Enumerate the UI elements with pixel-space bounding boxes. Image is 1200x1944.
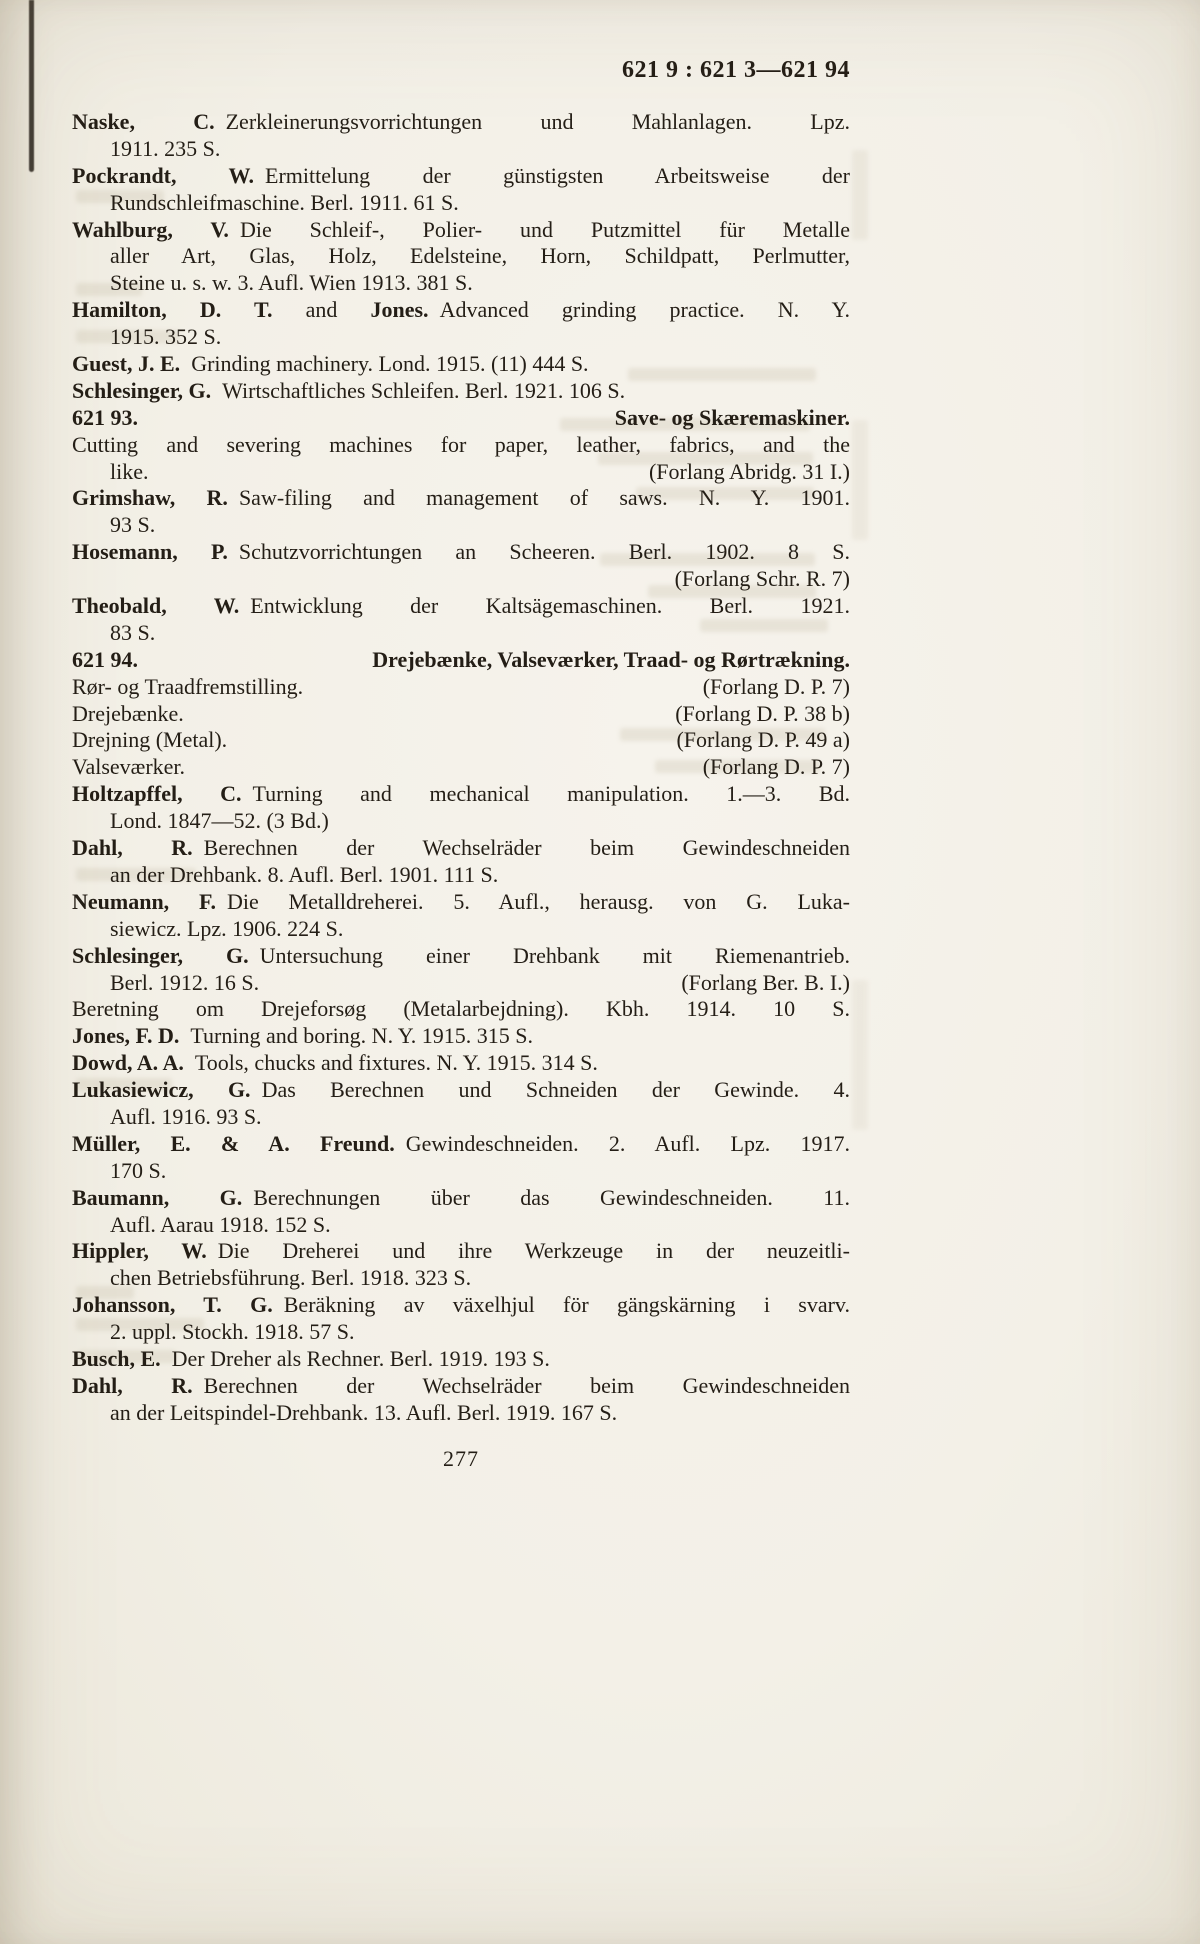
entry-line: [72, 1104, 850, 1131]
entry-line: [72, 808, 850, 835]
entry-line-left: [72, 1050, 598, 1075]
entry-line-left: [110, 1265, 471, 1290]
entry-line: [72, 727, 850, 754]
entry-line-left: [110, 459, 149, 486]
entry-lead: Baumann, G.: [72, 1184, 243, 1210]
entry-lead: Jones, F. D.: [72, 1023, 180, 1049]
section-title: Save- og Skæremaskiner.: [614, 404, 850, 430]
entry-line: [72, 378, 850, 405]
entry-lead: Theobald, W.: [72, 593, 240, 619]
entry-lead: Pockrandt, W.: [72, 162, 255, 188]
entry-text: 2. uppl. Stockh. 1918. 57 S.: [110, 1319, 355, 1345]
entry-line: [72, 620, 850, 647]
entry-line: [72, 889, 850, 916]
entry-line-left: [72, 432, 850, 457]
entry-line-left: [72, 593, 850, 618]
entry-line: [72, 270, 850, 297]
entry-line-left: [72, 485, 850, 510]
entry-line: [72, 243, 850, 270]
entry-line-left: [110, 270, 473, 295]
entry-lead: Grimshaw, R.: [72, 485, 228, 511]
forlang-reference: (Forlang Abridg. 31 I.): [648, 458, 850, 484]
entry-text: 1911. 235 S.: [110, 135, 221, 161]
entry-text: Gewindeschneiden. 2. Aufl. Lpz. 1917.: [394, 1130, 851, 1156]
entry-lead: Hosemann, P.: [72, 539, 228, 565]
entry-line-left: [72, 781, 850, 806]
forlang-reference: (Forlang D. P. 7): [702, 673, 850, 699]
entry-text: Untersuchung einer Drehbank mit Riemenantrieb.: [248, 942, 850, 968]
entry-line: [72, 943, 850, 970]
entry-line-left: [110, 324, 221, 349]
entry-text: 1915. 352 S.: [110, 324, 222, 350]
entry-line-left: [110, 1104, 262, 1129]
entry-line: [72, 190, 850, 217]
entry-line-left: [72, 1238, 850, 1263]
entry-line: [72, 835, 850, 862]
page-number: 277: [443, 1446, 479, 1471]
entry-line: [72, 1346, 850, 1373]
entry-line: [72, 970, 850, 997]
entry-line: [72, 163, 850, 190]
entry-text: Berl. 1912. 16 S.: [110, 969, 260, 995]
entry-line: [72, 1292, 850, 1319]
entry-line-left: [72, 1077, 850, 1102]
entry-text: Schutzvorrichtungen an Scheeren. Berl. 1902. 8 S.: [227, 539, 851, 565]
scan-edge-artifact: [29, 0, 34, 172]
entry-line: [72, 136, 850, 163]
entry-line-left: [72, 539, 850, 564]
entry-line-left: [72, 1346, 550, 1371]
entry-lead: Schlesinger, G.: [72, 377, 212, 403]
entry-line: [72, 1212, 850, 1239]
entry-text: chen Betriebsführung. Berl. 1918. 323 S.: [110, 1265, 472, 1291]
entry-text: 93 S.: [110, 512, 156, 538]
bleedthrough-mark: [852, 980, 868, 1130]
entry-line-left: [72, 943, 850, 968]
entry-line-left: [110, 808, 329, 833]
entry-line: [72, 405, 850, 432]
entry-line: [72, 485, 850, 512]
entry-line: [72, 297, 850, 324]
entry-text: Die Metalldreherei. 5. Aufl., herausg. von G. Luka-: [215, 888, 851, 914]
entry-line: [72, 1158, 850, 1185]
entry-text: Drejning (Metal).: [72, 727, 228, 753]
entry-line-left: [110, 862, 498, 887]
entry-lead: 621 94.: [72, 646, 138, 672]
entry-line-left: [72, 996, 850, 1021]
entry-text: Berechnen der Wechselräder beim Gewindeschneiden: [192, 835, 851, 861]
entry-line: [72, 916, 850, 943]
entry-line: [72, 1077, 850, 1104]
entry-line-left: [110, 1158, 166, 1183]
entry-text: 170 S.: [110, 1157, 167, 1183]
entry-line: [72, 109, 850, 136]
section-title: Drejebænke, Valseværker, Traad- og Rørtrækning.: [372, 646, 850, 672]
entry-text: Turning and mechanical manipulation. 1.—3. Bd.: [241, 781, 851, 807]
entry-line-left: [72, 405, 138, 432]
entry-lead: Hippler, W.: [72, 1238, 207, 1264]
entry-line-left: [110, 190, 459, 215]
entry-text: Ermittelung der günstigsten Arbeitsweise der: [254, 162, 850, 188]
entry-line: [72, 566, 850, 593]
entry-line: [72, 674, 850, 701]
entry-text: aller Art, Glas, Holz, Edelsteine, Horn, Schildpatt, Perlmutter,: [110, 243, 850, 269]
entry-lead: Jones.: [370, 297, 429, 323]
entry-line: [72, 1131, 850, 1158]
entry-line: [72, 217, 850, 244]
entry-line: [72, 781, 850, 808]
entry-line-left: [72, 109, 850, 134]
entry-text: Steine u. s. w. 3. Aufl. Wien 1913. 381 S.: [110, 270, 473, 296]
entry-line: [72, 351, 850, 378]
entry-text: Valseværker.: [72, 754, 186, 780]
running-head-classification: 621 9 : 621 3—621 94: [622, 57, 850, 83]
entry-line: [72, 1265, 850, 1292]
entry-lead: Dahl, R.: [72, 835, 193, 861]
entry-text: like.: [110, 458, 149, 484]
forlang-reference: (Forlang D. P. 7): [702, 754, 850, 780]
entry-line: [72, 701, 850, 728]
entry-line-left: [72, 351, 589, 376]
entry-text: Lond. 1847—52. (3 Bd.): [110, 808, 329, 834]
entry-line-left: [110, 620, 155, 645]
entry-line: [72, 996, 850, 1023]
forlang-reference: (Forlang D. P. 49 a): [676, 727, 850, 753]
forlang-reference: (Forlang D. P. 38 b): [675, 700, 850, 726]
entry-lead: Busch, E.: [72, 1345, 161, 1371]
entry-text: Berechnungen über das Gewindeschneiden. 11.: [242, 1184, 850, 1210]
entry-line: [72, 1400, 850, 1427]
entry-text: an der Leitspindel-Drehbank. 13. Aufl. Berl. 1919. 167 S.: [110, 1399, 618, 1425]
entry-line-left: [72, 647, 138, 674]
entry-text: siewicz. Lpz. 1906. 224 S.: [110, 915, 344, 941]
entry-line-left: [110, 1400, 617, 1425]
entry-text: Aufl. Aarau 1918. 152 S.: [110, 1211, 331, 1237]
entry-line-left: [110, 970, 259, 997]
entry-line-left: [72, 1373, 850, 1398]
entry-line: [72, 459, 850, 486]
entry-text: Tools, chucks and fixtures. N. Y. 1915. 314 S.: [183, 1050, 598, 1076]
entry-text: 83 S.: [110, 619, 156, 645]
entry-text: Rundschleifmaschine. Berl. 1911. 61 S.: [110, 189, 459, 215]
entry-text: Entwicklung der Kaltsägemaschinen. Berl. 1921.: [239, 593, 850, 619]
entry-lead: Guest, J. E.: [72, 351, 181, 377]
entry-line-left: [72, 378, 625, 403]
entry-text: Rør- og Traadfremstilling.: [72, 673, 304, 699]
entry-text: Cutting and severing machines for paper, leather, fabrics, and the: [72, 431, 850, 457]
bleedthrough-mark: [852, 420, 868, 540]
entry-text: Das Berechnen und Schneiden der Gewinde. 4.: [250, 1077, 850, 1103]
forlang-reference: (Forlang Schr. R. 7): [674, 566, 850, 592]
entry-line-left: [110, 916, 343, 941]
entry-line: [72, 1185, 850, 1212]
bleedthrough-mark: [852, 150, 868, 240]
entry-lead: Hamilton, D. T.: [72, 297, 273, 323]
entry-line-left: [110, 136, 220, 161]
entry-line: [72, 647, 850, 674]
entry-text: Beretning om Drejeforsøg (Metalarbejdning). Kbh. 1914. 10 S.: [72, 996, 850, 1022]
entry-text: Grinding machinery. Lond. 1915. (11) 444 S.: [180, 351, 589, 377]
entry-line: [72, 1050, 850, 1077]
entry-line-left: [72, 1023, 533, 1048]
entry-line-left: [72, 674, 303, 701]
entry-lead: Dowd, A. A.: [72, 1050, 184, 1076]
entry-line-left: [110, 1212, 331, 1237]
entry-line-left: [72, 297, 850, 322]
entry-text: Beräkning av växelhjul för gängskärning i svarv.: [272, 1292, 850, 1318]
entry-text: an der Drehbank. 8. Aufl. Berl. 1901. 111 S.: [110, 861, 499, 887]
entry-line: [72, 1319, 850, 1346]
entry-lead: Neumann, F.: [72, 888, 216, 914]
entry-line: [72, 539, 850, 566]
entry-line: [72, 862, 850, 889]
entry-line: [72, 432, 850, 459]
entry-text: Advanced grinding practice. N. Y.: [428, 297, 850, 323]
entry-lead: Müller, E. & A. Freund.: [72, 1130, 395, 1156]
entry-line: [72, 512, 850, 539]
entry-line-left: [110, 243, 850, 268]
entry-text: and: [272, 297, 371, 323]
entry-text: Die Dreherei und ihre Werkzeuge in der neuzeitli-: [206, 1238, 850, 1264]
entry-line-left: [72, 163, 850, 188]
entry-lead: Lukasiewicz, G.: [72, 1077, 251, 1103]
entry-text: Zerkleinerungsvorrichtungen und Mahlanlagen. Lpz.: [214, 109, 851, 134]
entry-lead: Johansson, T. G.: [72, 1292, 273, 1318]
text-block: [72, 109, 850, 1427]
entry-lead: Holtzapffel, C.: [72, 781, 242, 807]
entry-line-left: [72, 835, 850, 860]
entry-line: [72, 1238, 850, 1265]
entry-text: Aufl. 1916. 93 S.: [110, 1103, 262, 1129]
entry-line-left: [72, 1185, 850, 1210]
entry-lead: Wahlburg, V.: [72, 216, 229, 242]
entry-line-left: [72, 889, 850, 914]
entry-line: [72, 324, 850, 351]
entry-line-left: [72, 1292, 850, 1317]
entry-line-left: [110, 1319, 354, 1344]
entry-lead: 621 93.: [72, 404, 138, 430]
forlang-reference: (Forlang Ber. B. I.): [681, 969, 850, 995]
entry-text: Wirtschaftliches Schleifen. Berl. 1921. 106 S.: [211, 377, 626, 403]
entry-text: Saw-filing and management of saws. N. Y. 1901.: [227, 485, 850, 511]
entry-line-left: [110, 512, 155, 537]
entry-line-left: [72, 701, 184, 728]
entry-text: Berechnen der Wechselräder beim Gewindeschneiden: [192, 1372, 851, 1398]
entry-lead: Naske, C.: [72, 109, 215, 134]
entry-text: Der Dreher als Rechner. Berl. 1919. 193 S.: [160, 1345, 550, 1371]
entry-text: Die Schleif-, Polier- und Putzmittel für Metalle: [228, 216, 850, 242]
entry-line: [72, 1023, 850, 1050]
entry-line-left: [72, 727, 227, 754]
entry-line-left: [72, 754, 185, 781]
entry-lead: Dahl, R.: [72, 1372, 193, 1398]
entry-line-left: [72, 1131, 850, 1156]
entry-text: Turning and boring. N. Y. 1915. 315 S.: [179, 1023, 534, 1049]
entry-line: [72, 754, 850, 781]
entry-lead: Schlesinger, G.: [72, 942, 249, 968]
entry-line: [72, 593, 850, 620]
entry-text: Drejebænke.: [72, 700, 184, 726]
entry-line-left: [72, 217, 850, 242]
entry-line: [72, 1373, 850, 1400]
